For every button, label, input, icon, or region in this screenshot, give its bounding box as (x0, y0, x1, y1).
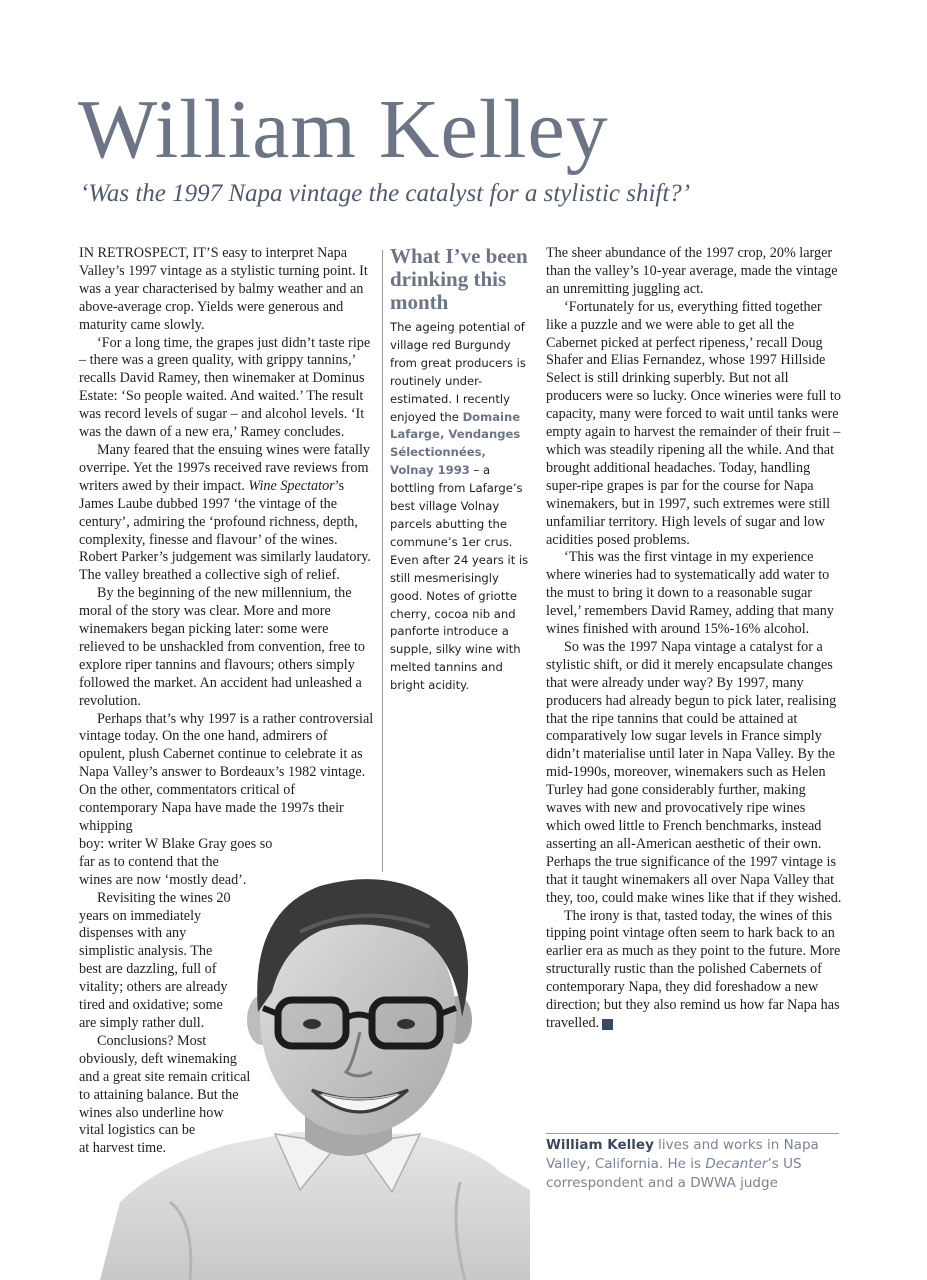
paragraph: ‘For a long time, the grapes just didn’t taste ripe – there was a green quality, with grippy tannins,’ recalls David Ramey, then winemaker at Dominus Estate: ‘So people waited. And waited.’ The result was record levels of sugar – and alcohol levels. ‘It was the dawn of a new era,’ Ramey concludes. (79, 334, 371, 441)
standfirst: ‘Was the 1997 Napa vintage the catalyst for a stylistic shift?’ (80, 180, 691, 207)
page-title: William Kelley (78, 83, 609, 176)
end-mark-icon: D (602, 1019, 613, 1030)
text-line: best are dazzling, full of (79, 961, 217, 978)
text-line: Conclusions? Most (97, 1032, 207, 1049)
text-line: tired and oxidative; some (79, 997, 223, 1014)
author-name: William Kelley (546, 1137, 654, 1153)
paragraph (546, 908, 842, 1033)
text-line: are simply rather dull. (79, 1014, 205, 1031)
paragraph: ‘This was the first vintage in my experience where wineries had to systematically add water to the must to bring it down to a reasonable sugar level,’ remembers David Ramey, adding that many wines finished with around 15%-16% alcohol. (546, 549, 834, 638)
bio-divider (546, 1133, 839, 1134)
column-divider (382, 250, 383, 872)
text-line: wines also underline how (79, 1104, 224, 1121)
text-span: lives and works in Napa Valley, California. He is (546, 1137, 819, 1172)
sidebar-heading: What I’ve been drinking this month (390, 244, 528, 314)
text-line: simplistic analysis. The (79, 943, 213, 960)
paragraph: The sheer abundance of the 1997 crop, 20% larger than the valley’s 10-year average, made the vintage an unremitting juggling act. (546, 245, 838, 297)
paragraph: ‘Fortunately for us, everything fitted together like a puzzle and we were able to get all the Cabernet picked at perfect ripeness,’ recall Doug Shafer and Elias Fernandez, whose 1997 Hillside Select is still drinking superbly. But not all producers were so lucky. Once wineries were full to capacity, many were forced to wait until tanks were empty again to harvest the remainder of their fruit – which was steadily ripening all the while. And that brought additional headaches. Today, handling super-ripe grapes is par for the course for Napa winemakers, but in 1997, such extremes were still unfamiliar territory. High levels of sugar and low acidities posed problems. (546, 298, 841, 548)
paragraph: IN RETROSPECT, IT’S easy to interpret Napa Valley’s 1997 vintage as a stylistic turning point. It was a year characterised by balmy weather and an above-average crop. Yields were generous and maturity came slowly. (79, 245, 368, 333)
text-span: The irony is that, tasted today, the wines of this tipping point vintage often seem to hark back to an earlier era as much as they point to the future. More structurally rustic than the polished Cabernets of contemporary Napa, they did foreshadow a new direction; but they also remind us how far Napa has travelled. (546, 907, 841, 1031)
text-line: years on immediately (79, 907, 202, 924)
text-line: vital logistics can be (79, 1122, 196, 1139)
wine-name: Domaine Lafarge, Vendanges Sélectionnées, Volnay 1993 (390, 409, 521, 478)
sidebar-box (390, 245, 531, 695)
publication-name: Decanter (705, 1156, 768, 1172)
text-span: The ageing potential of village red Burgundy from great producers is routinely under-estimated. I recently enjoyed the (390, 320, 526, 424)
text-line: Revisiting the wines 20 (97, 889, 231, 906)
paragraph: Perhaps that’s why 1997 is a rather controversial vintage today. On the one hand, admirers of opulent, plush Cabernet continue to celebrate it as Napa Valley’s answer to Bordeaux’s 1982 vintage. On the other, commentators critical of contemporary Napa have made the 1997s their whipping (79, 710, 374, 834)
article-column-3 (546, 245, 842, 1033)
text-span: Many feared that the ensuing wines were fatally overripe. Yet the 1997s received rave reviews from writers awed by their impact. (79, 441, 371, 494)
text-line: to attaining balance. But the (79, 1086, 239, 1103)
text-line: far as to contend that the (79, 853, 219, 870)
text-span: ’s James Laube dubbed 1997 ‘the vintage of the century’, admiring the ‘profound richness, depth, complexity, finesse and flavour’ of the wines. Robert Parker’s judgement was similarly laudatory. The valley breathed a collective sigh of relief. (79, 477, 371, 584)
text-span: ’s US correspondent and a DWWA judge (546, 1156, 802, 1191)
publication-name: Wine Spectator (248, 477, 335, 494)
text-line: boy: writer W Blake Gray goes so (79, 835, 273, 852)
text-line: wines are now ‘mostly dead’. (79, 871, 247, 888)
author-photo (100, 872, 530, 1280)
paragraph: By the beginning of the new millennium, the moral of the story was clear. More and more winemakers began picking later: some were relieved to be unshackled from convention, free to explore riper tannins and flavours; others simply followed the market. An accident had unleashed a revolution. (79, 585, 366, 709)
author-bio (546, 1136, 842, 1193)
sidebar-text (390, 319, 531, 695)
text-line: obviously, deft winemaking (79, 1050, 237, 1067)
text-line: vitality; others are already (79, 979, 228, 996)
text-line: and a great site remain critical (79, 1068, 251, 1085)
paragraph (79, 442, 375, 585)
text-line: at harvest time. (79, 1140, 167, 1157)
paragraph: So was the 1997 Napa vintage a catalyst for a stylistic shift, or did it merely encapsulate changes that were already under way? By 1997, many producers had already begun to pick later, realising that the ripe tannins that could be attained at comparatively low sugar levels in France simply didn’t materialise until later in Napa Valley. By the mid-1990s, moreover, winemakers such as Helen Turley had gone considerably further, making waves with new and provocatively ripe wines which owed little to French benchmarks, instead asserting an all-American aesthetic of their own. Perhaps the true significance of the 1997 vintage is that it taught winemakers all over Napa Valley that they, too, could make wines like that if they wished. (546, 638, 842, 906)
text-span: – a bottling from Lafarge’s best village Volnay parcels abutting the commune’s 1er crus. Even after 24 years it is still mesmerisingly good. Notes of griotte cherry, cocoa nib and panforte introduce a supple, silky wine with melted tannins and bright acidity. (390, 463, 529, 693)
text-line: dispenses with any (79, 925, 187, 942)
